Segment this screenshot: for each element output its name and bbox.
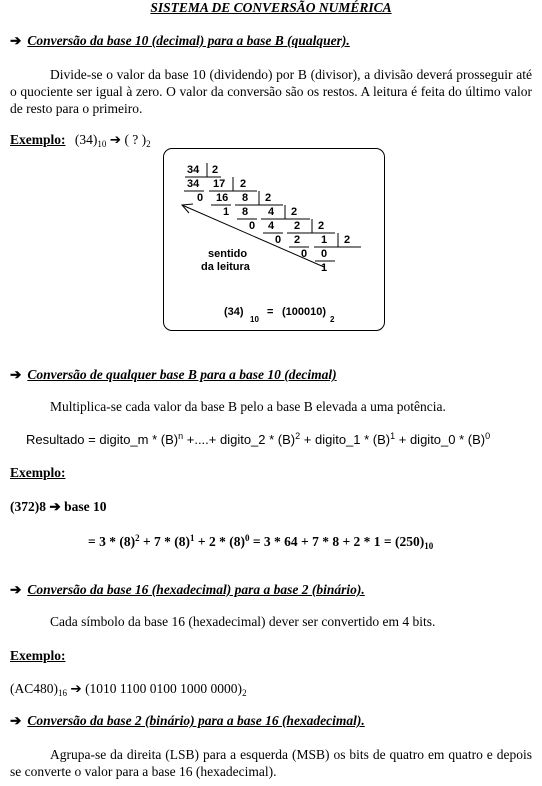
divisor-value: 2 [265,192,272,204]
section3-paragraph: Cada símbolo da base 16 (hexadecimal) dever ser convertido em 4 bits. [50,614,436,629]
division-diagram [163,148,385,331]
divisor-value: 2 [344,234,351,246]
result-left: (34) [224,306,244,318]
section1-paragraph: Divide-se o valor da base 10 (dividendo) por B (divisor), a divisão deverá prosseguir até o quociente ser igual à zero. O valor da conversão são os restos. A leitura é feita do último valor de resto para o primeiro. [10,67,532,116]
section3-example-line: $(AC480)_{16}$ ➔ (1010 1100 0100 1000 $0000)_2$ [10,681,247,698]
arrow-right-icon: ➔ [109,132,122,147]
product-value: 4 [268,220,275,232]
section2-example-line: (372)8 ➔ base 10 [10,499,107,514]
product-value: 8 [242,206,249,218]
dividend-value: 4 [268,206,275,218]
example-label: Exemplo: [10,648,66,663]
section2-heading: ➔ Conversão de qualquer base B para a base 10 (decimal) [10,367,337,382]
svg-text:10: 10 [250,315,259,324]
section2-paragraph: Multiplica-se cada valor da base B pelo a base B elevada a uma potência. [50,399,446,414]
page-title: SISTEMA DE CONVERSÃO NUMÉRICA [150,0,392,15]
divisor-value: 2 [240,178,247,190]
remainder-value: 0 [301,248,308,260]
result-right: (100010) [282,306,327,318]
remainder-value: 1 [223,206,230,218]
arrow-right-icon: ➔ [10,713,22,728]
direction-label: sentido [208,248,248,260]
remainder-value: 0 [249,220,256,232]
divisor-value: 2 [318,220,325,232]
remainder-value: 1 [321,262,328,274]
direction-label: da leitura [201,261,250,273]
remainder-value: 0 [275,234,282,246]
example-label: Exemplo: [10,132,66,147]
arrow-right-icon: ➔ [10,582,22,597]
section1-heading: ➔ Conversão da base 10 (decimal) para a base B (qualquer). [10,33,350,48]
arrow-right-icon: ➔ [70,681,82,696]
example-label: Exemplo: [10,465,66,480]
general-formula: Resultado = digito_m * $(B)^n$ +....+ digito_2 * $(B)^2$ + digito_1 * $(B)^1$ + digito_0 * $(B)^0$ [26,431,491,447]
arrow-right-icon: ➔ [10,33,22,48]
arrow-right-icon: ➔ [10,367,22,382]
dividend-value: 1 [321,234,328,246]
dividend-value: 34 [187,164,200,176]
dividend-value: 2 [294,220,301,232]
svg-text:2: 2 [330,315,335,324]
dividend-value: 17 [213,178,226,190]
section2-calculation: = $3 * (8)^2 + 7 * (8)^1 + 2 * (8)^0 = 3 * 64 + 7 * 8 + 2 * 1 = (250)_{10}$ [88,533,434,551]
product-value: 0 [321,248,328,260]
product-value: 16 [216,192,229,204]
section4-paragraph: Agrupa-se da direita (LSB) para a esquerda (MSB) os bits de quatro em quatro e depois se converte o valor para a base 16 (hexadecimal). [10,747,532,779]
divisor-value: 2 [212,164,219,176]
section1-example-line: Exemplo: $(34)_{10}$ ➔ ( ? )$_2$ [10,132,151,149]
remainder-value: 0 [197,192,204,204]
arrow-right-icon: ➔ [49,499,61,514]
product-value: 34 [187,178,200,190]
dividend-value: 8 [242,192,249,204]
section3-heading: ➔ Conversão da base 16 (hexadecimal) para a base 2 (binário). [10,582,365,597]
product-value: 2 [294,234,301,246]
division-diagram-svg [164,149,384,330]
divisor-value: 2 [291,206,298,218]
result-eq: = [267,306,274,318]
section4-heading: ➔ Conversão da base 2 (binário) para a base 16 (hexadecimal). [10,713,365,728]
